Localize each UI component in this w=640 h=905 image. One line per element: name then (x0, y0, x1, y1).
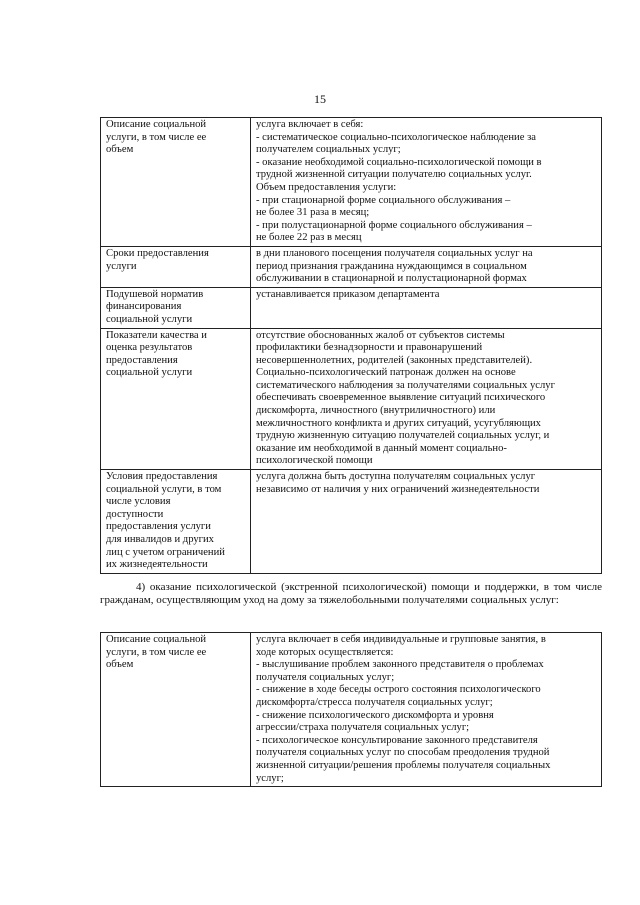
content-line: - систематическое социально-психологическое наблюдение за (256, 131, 536, 143)
content-line: обеспечивать своевременное выявление ситуаций психического (256, 392, 546, 404)
label-line: социальной услуги (106, 313, 193, 325)
content-line: - при полустационарной форме социального обслуживания – (256, 219, 532, 231)
content-line: получателя социальных услуг по способам преодоления трудной (256, 747, 550, 759)
label-line: их жизнедеятельности (106, 559, 208, 571)
label-line: числе условия (106, 496, 171, 508)
content-line: оказание им необходимой в данный момент социально- (256, 442, 507, 454)
label-line: финансирования (106, 301, 182, 313)
content-line: дискомфорта/стресса получателя социальных услуг; (256, 696, 493, 708)
content-line: - при стационарной форме социального обслуживания – (256, 194, 511, 206)
content-line: - выслушивание проблем законного представителя о проблемах (256, 659, 544, 671)
label-line: услуги (106, 260, 137, 272)
content-line: в дни планового посещения получателя социальных услуг на (256, 247, 533, 259)
label-line: Описание социальной (106, 634, 207, 645)
label-line: Описание социальной (106, 119, 207, 130)
service-table-1 (100, 117, 602, 574)
table-row (101, 633, 602, 787)
label-line: объем (106, 659, 134, 671)
service-table-2 (100, 632, 602, 787)
label-line: объем (106, 144, 134, 156)
content-line: трудной жизненной ситуации получателю социальных услуг. (256, 169, 532, 181)
page-number: 15 (314, 92, 326, 106)
label-line: услуги, в том числе ее (106, 646, 207, 658)
label-line: услуги, в том числе ее (106, 131, 207, 143)
content-line: не более 31 раза в месяц; (256, 207, 370, 219)
table-row (101, 328, 602, 470)
content-line: услуга включает в себя индивидуальные и групповые занятия, в (256, 634, 546, 645)
content-line: отсутствие обоснованных жалоб от субъектов системы (256, 329, 505, 341)
label-line: Сроки предоставления (106, 247, 209, 259)
row-label-cell (101, 118, 251, 247)
content-line: получателя социальных услуг; (256, 671, 395, 683)
label-line: предоставления услуги (106, 521, 211, 533)
row-label-cell (101, 246, 251, 287)
row-label-cell (101, 287, 251, 328)
label-line: Условия предоставления (106, 471, 218, 483)
content-line: устанавливается приказом департамента (256, 288, 440, 300)
content-line: - оказание необходимой социально-психологической помощи в (256, 156, 542, 168)
paragraph-text: 4) оказание психологической (экстренной психологической) помощи и поддержки, в том числе гражданам, осуществляющим уход на дому за тяжелобольными получателями социальных услуг: (100, 581, 602, 606)
content-line: агрессии/страха получателя социальных услуг; (256, 722, 470, 734)
content-line: - снижение в ходе беседы острого состояния психологического (256, 684, 541, 696)
table-row (101, 287, 602, 328)
label-line: доступности (106, 508, 164, 520)
label-line: для инвалидов и других (106, 534, 214, 545)
table-row (101, 118, 602, 247)
row-content-cell (251, 633, 602, 787)
content-line: Социально-психологический патронаж должен на основе (256, 367, 516, 379)
label-line: Подушевой норматив (106, 288, 204, 300)
content-line: ходе которых осуществляется: (256, 646, 394, 658)
label-line: Показатели качества и (106, 329, 207, 341)
content-line: трудную жизненную ситуацию получателей социальных услуг, и (256, 430, 550, 442)
section-paragraph (100, 581, 602, 607)
content-line: психологической помощи (256, 455, 373, 467)
row-content-cell (251, 287, 602, 328)
row-label-cell (101, 470, 251, 574)
content-line: период признания гражданина нуждающимся в социальном (256, 260, 527, 272)
row-label-cell (101, 633, 251, 787)
content-line: профилактики безнадзорности и правонарушений (256, 342, 483, 354)
label-line: социальной услуги (106, 367, 193, 379)
table-row (101, 246, 602, 287)
table-row (101, 470, 602, 574)
row-content-cell (251, 118, 602, 247)
content-line: Объем предоставления услуги: (256, 181, 397, 193)
content-line: жизненной ситуации/решения проблемы получателя социальных (256, 759, 551, 771)
content-line: услуг; (256, 772, 284, 784)
content-line: услуга должна быть доступна получателям социальных услуг (256, 471, 536, 483)
content-line: несовершеннолетних, родителей (законных представителей). (256, 354, 533, 366)
content-line: межличностного конфликта и других ситуаций, усугубляющих (256, 417, 541, 429)
row-label-cell (101, 328, 251, 470)
content-line: - снижение психологического дискомфорта и уровня (256, 709, 494, 721)
content-line: не более 22 раз в месяц (256, 232, 362, 244)
content-line: - психологическое консультирование законного представителя (256, 734, 538, 746)
row-content-cell (251, 470, 602, 574)
label-line: оценка результатов (106, 342, 193, 354)
row-content-cell (251, 328, 602, 470)
content-line: дискомфорта, личностного (внутриличностного) или (256, 405, 496, 417)
row-content-cell (251, 246, 602, 287)
content-line: систематического наблюдения за получателями социальных услуг (256, 379, 555, 391)
content-line: независимо от наличия у них ограничений жизнедеятельности (256, 483, 540, 495)
label-line: социальной услуги, в том (106, 483, 222, 495)
label-line: лиц с учетом ограничений (106, 546, 225, 558)
content-line: услуга включает в себя: (256, 119, 364, 130)
content-line: обслуживании в стационарной и полустационарной формах (256, 273, 527, 285)
label-line: предоставления (106, 354, 178, 366)
content-line: получателем социальных услуг; (256, 144, 401, 156)
